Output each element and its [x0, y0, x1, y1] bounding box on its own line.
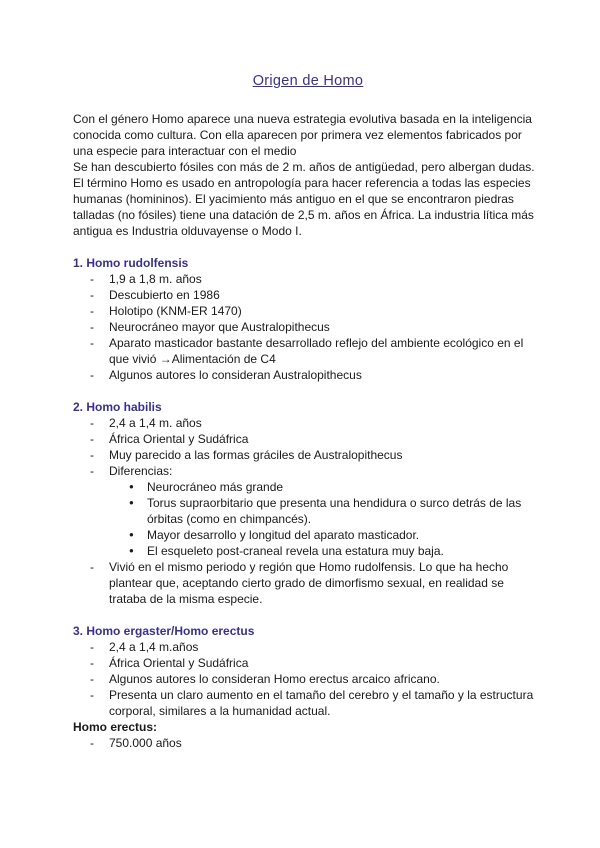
list-item: - Presenta un claro aumento en el tamaño del cerebro y el tamaño y la estructura corporal, similares a la humanidad actual. — [73, 687, 543, 719]
sublist-item: ● Mayor desarrollo y longitud del aparato masticador. — [109, 527, 543, 543]
list-item: - Algunos autores lo consideran Homo erectus arcaico africano. — [73, 671, 543, 687]
list-item: - Muy parecido a las formas gráciles de Australopithecus — [73, 447, 543, 463]
document-page — [73, 73, 543, 751]
list-item: - 2,4 a 1,4 m.años — [73, 639, 543, 655]
list-item: - África Oriental y Sudáfrica — [73, 431, 543, 447]
list-item: - Vivió en el mismo periodo y región que Homo rudolfensis. Lo que ha hecho plantear que, aceptando cierto grado de dimorfismo sexual, en realidad se trataba de la misma especie. — [73, 559, 543, 607]
list-item: - 750.000 años — [73, 735, 543, 751]
list-item: - Aparato masticador bastante desarrollado reflejo del ambiente ecológico en el que vivió →Alimentación de C4 — [73, 335, 543, 367]
list-homo-habilis — [73, 415, 543, 607]
intro-paragraph: El término Homo es usado en antropología para hacer referencia a todas las especies humanas (homininos). El yacimiento más antiguo en el que se encontraron piedras talladas (no fósiles) tiene una datación de 2,5 m. años en África. La industria lítica más antigua es Industria olduvayense o Modo I. — [73, 176, 534, 238]
page-title: Origen de Homo — [252, 73, 364, 89]
sublist-item: ● Torus supraorbitario que presenta una hendidura o surco detrás de las órbitas (como en chimpancés). — [109, 495, 543, 527]
list-homo-ergaster — [73, 639, 543, 719]
list-item: - Descubierto en 1986 — [73, 287, 543, 303]
sublist-item: ● Neurocráneo más grande — [109, 479, 543, 495]
section-heading-homo-rudolfensis: 1. Homo rudolfensis — [73, 256, 189, 270]
section-heading-homo-ergaster: 3. Homo ergaster/Homo erectus — [73, 624, 255, 638]
list-homo-rudolfensis — [73, 271, 543, 383]
list-item: - 1,9 a 1,8 m. años — [73, 271, 543, 287]
list-item: - Neurocráneo mayor que Australopithecus — [73, 319, 543, 335]
intro-text — [73, 111, 543, 239]
section-heading-homo-habilis: 2. Homo habilis — [73, 400, 162, 414]
list-item: - África Oriental y Sudáfrica — [73, 655, 543, 671]
intro-paragraph: Se han descubierto fósiles con más de 2 m. años de antigüedad, pero albergan dudas. — [73, 160, 535, 174]
list-item: - Holotipo (KNM-ER 1470) — [73, 303, 543, 319]
sublist-diferencias — [109, 479, 543, 559]
intro-paragraph: Con el género Homo aparece una nueva estrategia evolutiva basada en la inteligencia conocida como cultura. Con ella aparecen por primera vez elementos fabricados por una especie para interactuar con el medio — [73, 112, 532, 158]
subheading-homo-erectus: Homo erectus: — [73, 720, 158, 734]
list-item-label: Diferencias: — [109, 464, 173, 478]
list-item: - 2,4 a 1,4 m. años — [73, 415, 543, 431]
list-item — [73, 463, 543, 559]
list-homo-erectus — [73, 735, 543, 751]
sublist-item: ● El esqueleto post-craneal revela una estatura muy baja. — [109, 543, 543, 559]
list-item: - Algunos autores lo consideran Australopithecus — [73, 367, 543, 383]
